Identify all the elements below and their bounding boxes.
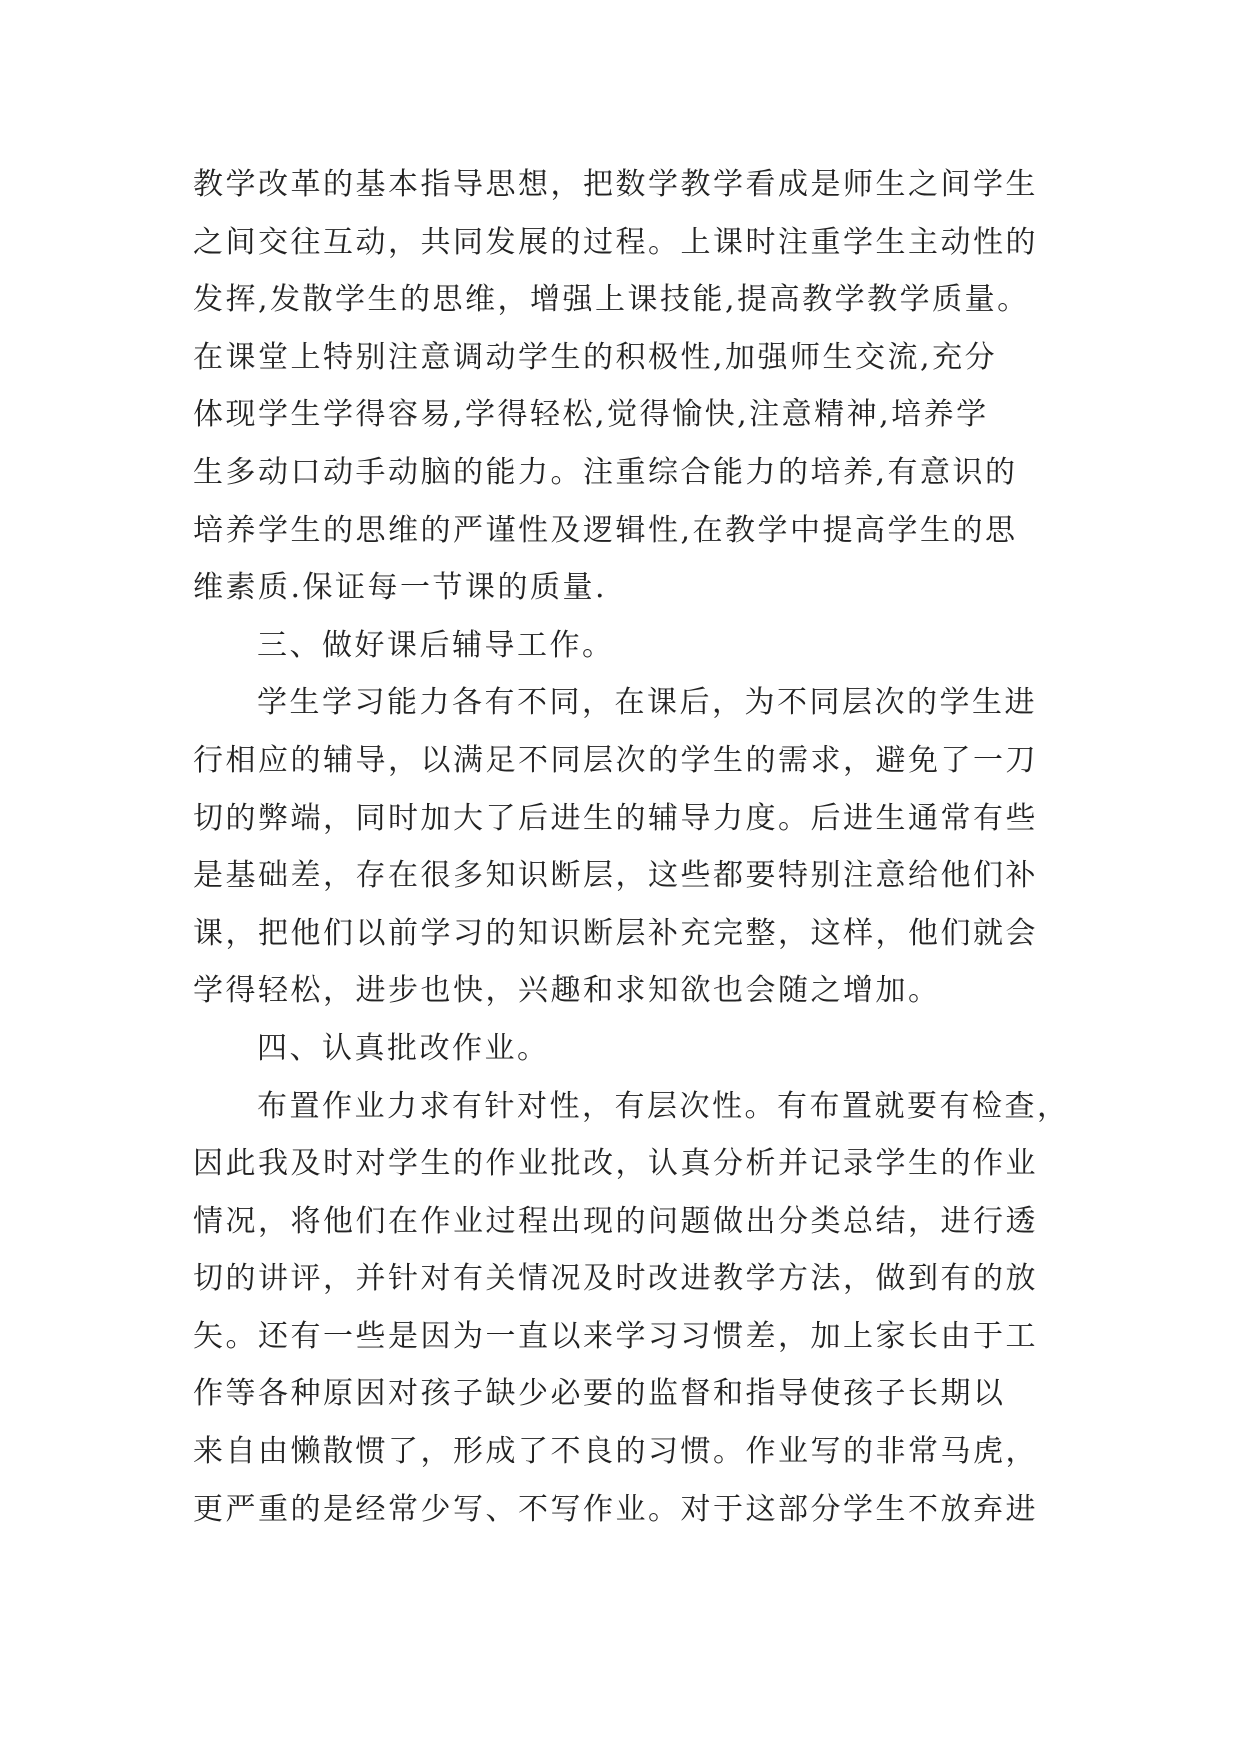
text-line: 学得轻松，进步也快，兴趣和求知欲也会随之增加。: [193, 973, 941, 1009]
body-text: [193, 156, 1073, 1538]
text-line: 教学改革的基本指导思想，把数学教学看成是师生之间学生: [193, 167, 1038, 202]
text-line: 矢。还有一些是因为一直以来学习习惯差，加上家长由于工: [193, 1318, 1038, 1354]
section-heading: 三、做好课后辅导工作。: [257, 627, 615, 663]
text-line: 更严重的是经常少写、不写作业。对于这部分学生不放弃进: [193, 1491, 1038, 1527]
text-line: 培养学生的思维的严谨性及逻辑性,在教学中提高学生的思: [193, 512, 1018, 548]
text-line: 体现学生学得容易,学得轻松,觉得愉快,注意精神,培养学: [193, 397, 989, 433]
text-line: 来自由懒散惯了，形成了不良的习惯。作业写的非常马虎，: [193, 1434, 1038, 1470]
text-line: 行相应的辅导，以满足不同层次的学生的需求，避免了一刀: [193, 742, 1038, 778]
text-line: 生多动口动手动脑的能力。注重综合能力的培养,有意识的: [193, 454, 1018, 490]
text-line: 因此我及时对学生的作业批改，认真分析并记录学生的作业: [193, 1146, 1038, 1182]
text-line: 布置作业力求有针对性，有层次性。有布置就要有检查，: [257, 1088, 1070, 1124]
text-line: 学生学习能力各有不同，在课后，为不同层次的学生进: [257, 685, 1037, 721]
text-line: 之间交往互动，共同发展的过程。上课时注重学生主动性的: [193, 224, 1038, 260]
text-line: 课，把他们以前学习的知识断层补充完整，这样，他们就会: [193, 915, 1038, 951]
text-line: 维素质.保证每一节课的质量.: [193, 570, 608, 606]
text-line: 发挥,发散学生的思维，增强上课技能,提高教学教学质量。: [193, 282, 1030, 318]
text-line: 是基础差，存在很多知识断层，这些都要特别注意给他们补: [193, 858, 1038, 894]
text-line: 在课堂上特别注意调动学生的积极性,加强师生交流,充分: [193, 339, 998, 375]
text-line: 作等各种原因对孩子缺少必要的监督和指导使孩子长期以: [193, 1376, 1006, 1412]
text-line: 切的弊端，同时加大了后进生的辅导力度。后进生通常有些: [193, 800, 1038, 836]
text-line: 情况，将他们在作业过程出现的问题做出分类总结，进行透: [193, 1203, 1038, 1239]
section-heading: 四、认真批改作业。: [257, 1030, 550, 1066]
text-line: 切的讲评，并针对有关情况及时改进教学方法，做到有的放: [193, 1261, 1038, 1297]
